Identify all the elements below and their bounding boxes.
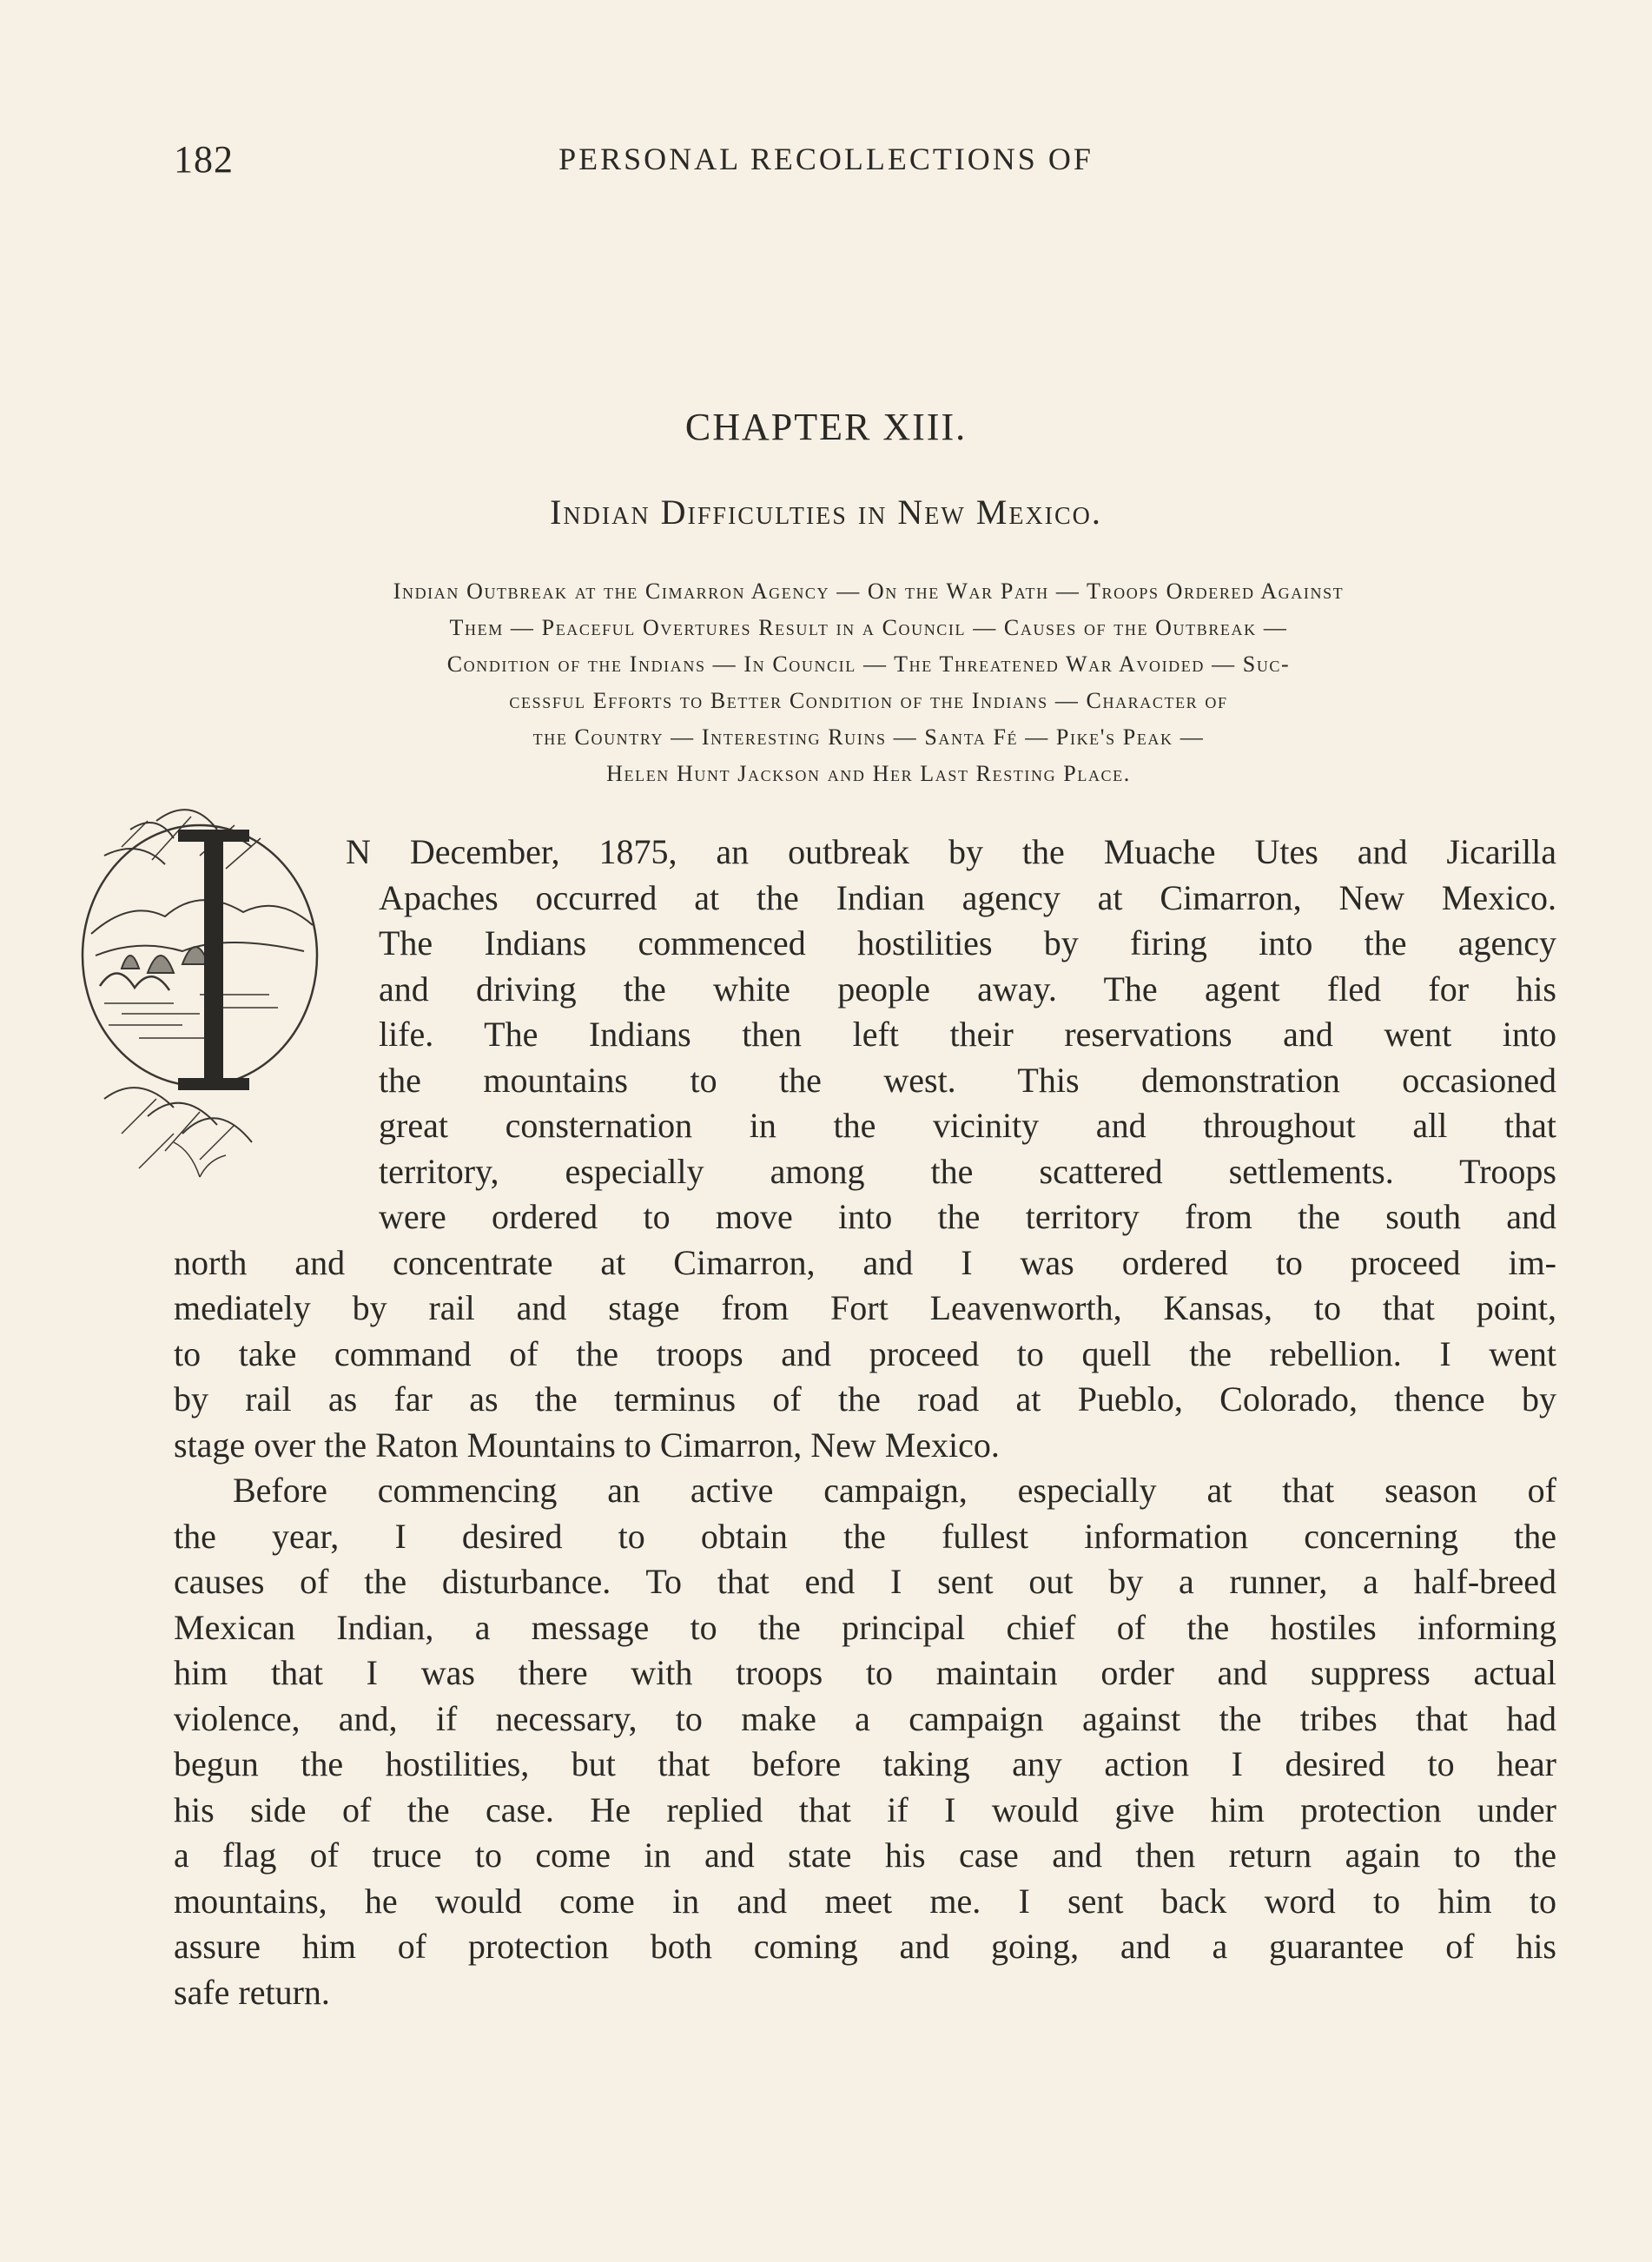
text-line: great consternation in the vicinity and throughout all that [379,1106,1556,1145]
text-line: the mountains to the west. This demonstration occasioned [379,1060,1556,1100]
chapter-title: CHAPTER XIII. [684,406,968,448]
synopsis-line: Indian Outbreak at the Cimarron Agency — On the War Path — Troops Ordered Against [393,579,1345,604]
text-line: to take command of the troops and proceed to quell the rebellion. I went [174,1333,1556,1373]
text-line: mediately by rail and stage from Fort Leavenworth, Kansas, to that point, [174,1288,1556,1327]
synopsis-line: the Country — Interesting Ruins — Santa Fé — Pike's Peak — [532,724,1205,750]
text-line: causes of the disturbance. To that end I sent out by a runner, a half-breed [174,1562,1556,1601]
text-line: north and concentrate at Cimarron, and I was ordered to proceed im- [174,1242,1556,1282]
text-line: his side of the case. He replied that if I would give him protection under [174,1789,1556,1829]
chapter-subtitle: Indian Difficulties in New Mexico. [550,493,1102,532]
page-number: 182 [174,138,234,181]
text-line: and driving the white people away. The agent fled for his [379,969,1556,1009]
text-line: the year, I desired to obtain the fullest information concerning the [174,1516,1556,1556]
text-line: a flag of truce to come in and state his case and then return again to the [174,1835,1556,1875]
text-line: life. The Indians then left their reservations and went into [379,1015,1556,1054]
text-line: Mexican Indian, a message to the principal chief of the hostiles informing [174,1607,1556,1647]
text-line: stage over the Raton Mountains to Cimarron, New Mexico. [174,1425,1000,1465]
text-line: N December, 1875, an outbreak by the Muache Utes and Jicarilla [346,832,1556,871]
text-line: mountains, he would come in and meet me. I sent back word to him to [174,1881,1556,1921]
running-head [174,137,1478,189]
text-line: violence, and, if necessary, to make a campaign against the tribes that had [174,1698,1556,1738]
text-line: begun the hostilities, but that before taking any action I desired to hear [174,1744,1556,1783]
body-text [174,830,1556,2015]
synopsis-line: Condition of the Indians — In Council — The Threatened War Avoided — Suc- [446,651,1291,677]
chapter-synopsis [174,573,1563,792]
text-line: Apaches occurred at the Indian agency at Cimarron, New Mexico. [379,877,1556,917]
running-title: PERSONAL RECOLLECTIONS OF [558,142,1094,176]
synopsis-line: Helen Hunt Jackson and Her Last Resting Place. [606,761,1131,786]
text-line: safe return. [174,1972,330,2012]
synopsis-line: cessful Efforts to Better Condition of the Indians — Character of [509,688,1228,713]
synopsis-line: Them — Peaceful Overtures Result in a Council — Causes of the Outbreak — [449,615,1288,640]
text-line: The Indians commenced hostilities by firing into the agency [379,923,1556,962]
text-line: him that I was there with troops to maintain order and suppress actual [174,1653,1556,1692]
text-line: territory, especially among the scattered settlements. Troops [379,1151,1556,1191]
text-line: Before commencing an active campaign, especially at that season of [233,1471,1556,1510]
text-line: by rail as far as the terminus of the road at Pueblo, Colorado, thence by [174,1379,1556,1419]
text-line: assure him of protection both coming and going, and a guarantee of his [174,1927,1556,1966]
text-line: were ordered to move into the territory from the south and [379,1197,1556,1236]
